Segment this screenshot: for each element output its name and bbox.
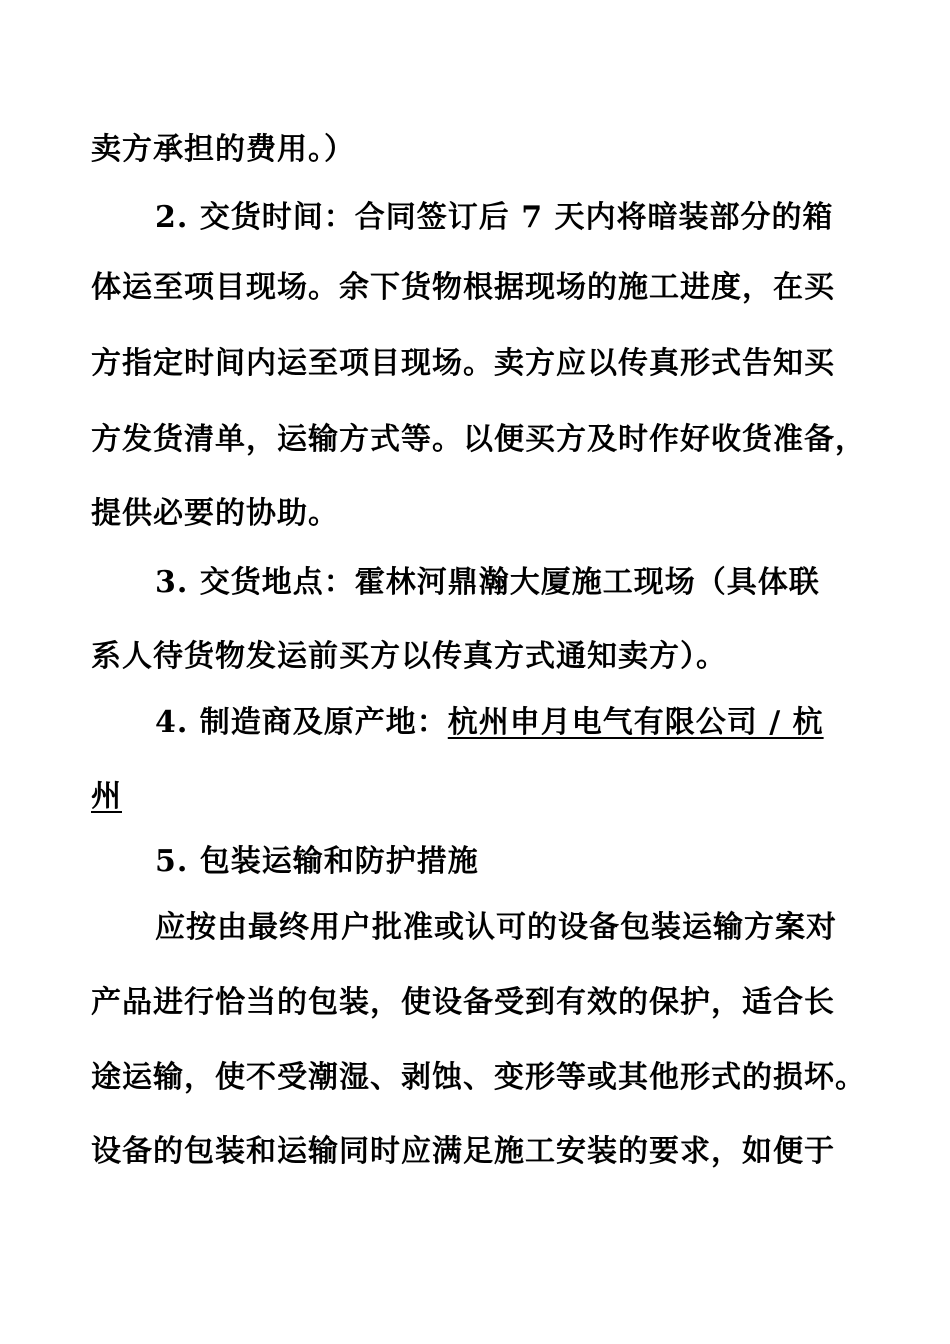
paragraph-line — [155, 703, 871, 743]
paragraph-line: 产品进行恰当的包装，使设备受到有效的保护，适合长 — [91, 985, 835, 1020]
paragraph-line: 方发货清单，运输方式等。以便买方及时作好收货准备， — [91, 422, 866, 457]
origin-city: 州 — [91, 779, 122, 814]
paragraph-line: 途运输，使不受潮湿、剥蚀、变形等或其他形式的损坏。 — [91, 1060, 866, 1095]
paragraph-line — [91, 777, 871, 817]
paragraph-line: 卖方承担的费用。） — [91, 132, 355, 167]
paragraph-line: 2. 交货时间：合同签订后 7 天内将暗装部分的箱 — [155, 200, 834, 235]
section-heading: 5. 包装运输和防护措施 — [155, 844, 479, 879]
paragraph-line: 设备的包装和运输同时应满足施工安装的要求，如便于 — [91, 1134, 835, 1169]
paragraph-line: 体运至项目现场。余下货物根据现场的施工进度，在买 — [91, 270, 835, 305]
paragraph-line: 应按由最终用户批准或认可的设备包装运输方案对 — [155, 910, 837, 945]
paragraph-line: 3. 交货地点：霍林河鼎瀚大厦施工现场（具体联 — [155, 565, 820, 600]
paragraph-line: 系人待货物发运前买方以传真方式通知卖方）。 — [91, 639, 727, 674]
paragraph-line: 提供必要的协助。 — [91, 496, 339, 531]
manufacturer-name: 杭州申月电气有限公司 / 杭 — [447, 705, 824, 740]
manufacturer-label: 4. 制造商及原产地： — [155, 705, 448, 740]
paragraph-line: 方指定时间内运至项目现场。卖方应以传真形式告知买 — [91, 346, 835, 381]
